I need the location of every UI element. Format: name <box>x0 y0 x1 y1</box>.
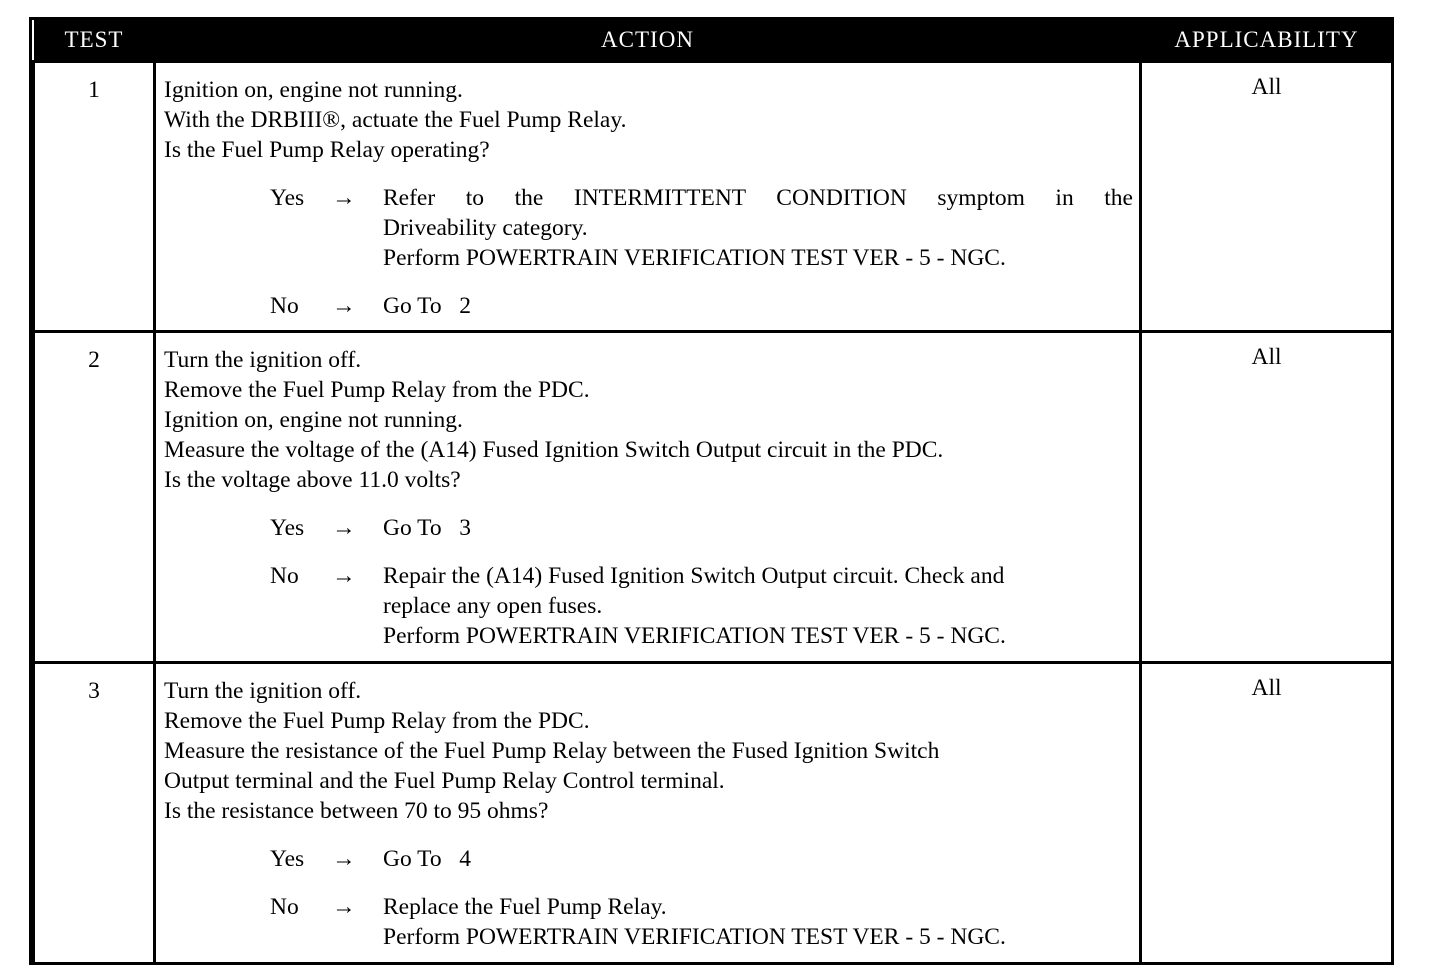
header-applicability: APPLICABILITY <box>1141 20 1393 62</box>
action-step: Turn the ignition off. <box>164 678 362 704</box>
action-step: Is the voltage above 11.0 volts? <box>164 467 461 493</box>
action-step: Is the resistance between 70 to 95 ohms? <box>164 798 549 824</box>
action-step: Is the Fuel Pump Relay operating? <box>164 137 490 163</box>
test-number: 3 <box>34 663 155 964</box>
outcome-yes <box>270 844 1133 874</box>
outcome-line: Repair the (A14) Fused Ignition Switch Output circuit. Check and <box>383 563 1005 589</box>
diagnostic-test-table <box>29 17 1394 965</box>
outcome-line: Replace the Fuel Pump Relay. <box>383 894 667 920</box>
outcome-answer: No <box>270 293 299 319</box>
outcome-result <box>383 183 1133 273</box>
outcome-result <box>383 892 1133 952</box>
action-step: Turn the ignition off. <box>164 347 362 373</box>
outcome-line: Perform POWERTRAIN VERIFICATION TEST VER - 5 - NGC. <box>383 924 1006 950</box>
outcome-answer: Yes <box>270 515 305 541</box>
right-arrow-icon: → <box>332 515 356 541</box>
test-table <box>32 20 1394 965</box>
outcome-line: Go To 3 <box>383 515 472 541</box>
outcome-line: Perform POWERTRAIN VERIFICATION TEST VER - 5 - NGC. <box>383 245 1006 271</box>
action-step: With the DRBIII®, actuate the Fuel Pump Relay. <box>164 107 627 133</box>
outcome-line: replace any open fuses. <box>383 593 603 619</box>
outcome-line: Go To 4 <box>383 846 472 872</box>
action-cell <box>155 332 1141 663</box>
applicability-cell: All <box>1141 663 1393 964</box>
right-arrow-icon: → <box>332 563 356 589</box>
applicability-cell: All <box>1141 332 1393 663</box>
action-step: Ignition on, engine not running. <box>164 77 463 103</box>
action-step: Remove the Fuel Pump Relay from the PDC. <box>164 377 590 403</box>
outcome-result <box>383 513 1133 543</box>
action-step: Remove the Fuel Pump Relay from the PDC. <box>164 708 590 734</box>
outcome-answer: Yes <box>270 185 305 211</box>
table-row <box>34 332 1393 663</box>
right-arrow-icon: → <box>332 846 356 872</box>
outcome-no <box>270 291 1133 321</box>
action-step: Measure the voltage of the (A14) Fused Ignition Switch Output circuit in the PDC. <box>164 437 944 463</box>
action-step: Output terminal and the Fuel Pump Relay Control terminal. <box>164 768 725 794</box>
action-cell <box>155 62 1141 332</box>
outcome-line: Driveability category. <box>383 215 588 241</box>
table-row <box>34 62 1393 332</box>
outcome-yes <box>270 513 1133 543</box>
action-step: Measure the resistance of the Fuel Pump Relay between the Fused Ignition Switch <box>164 738 940 764</box>
action-cell <box>155 663 1141 964</box>
right-arrow-icon: → <box>332 293 356 319</box>
outcome-yes <box>270 183 1133 273</box>
outcome-line: Refer to the INTERMITTENT CONDITION symptom in the <box>383 185 1133 211</box>
action-step: Ignition on, engine not running. <box>164 407 463 433</box>
table-header <box>34 20 1393 62</box>
right-arrow-icon: → <box>332 894 356 920</box>
right-arrow-icon: → <box>332 185 356 211</box>
applicability-cell: All <box>1141 62 1393 332</box>
outcome-result <box>383 291 1133 321</box>
outcome-answer: Yes <box>270 846 305 872</box>
header-test: TEST <box>34 20 155 62</box>
outcome-no <box>270 561 1133 651</box>
table-row <box>34 663 1393 964</box>
outcome-line: Perform POWERTRAIN VERIFICATION TEST VER - 5 - NGC. <box>383 623 1006 649</box>
outcome-answer: No <box>270 894 299 920</box>
test-number: 2 <box>34 332 155 663</box>
outcome-result <box>383 561 1133 651</box>
outcome-no <box>270 892 1133 952</box>
outcome-answer: No <box>270 563 299 589</box>
outcome-result <box>383 844 1133 874</box>
outcome-line: Go To 2 <box>383 293 472 319</box>
test-number: 1 <box>34 62 155 332</box>
header-action: ACTION <box>155 20 1141 62</box>
